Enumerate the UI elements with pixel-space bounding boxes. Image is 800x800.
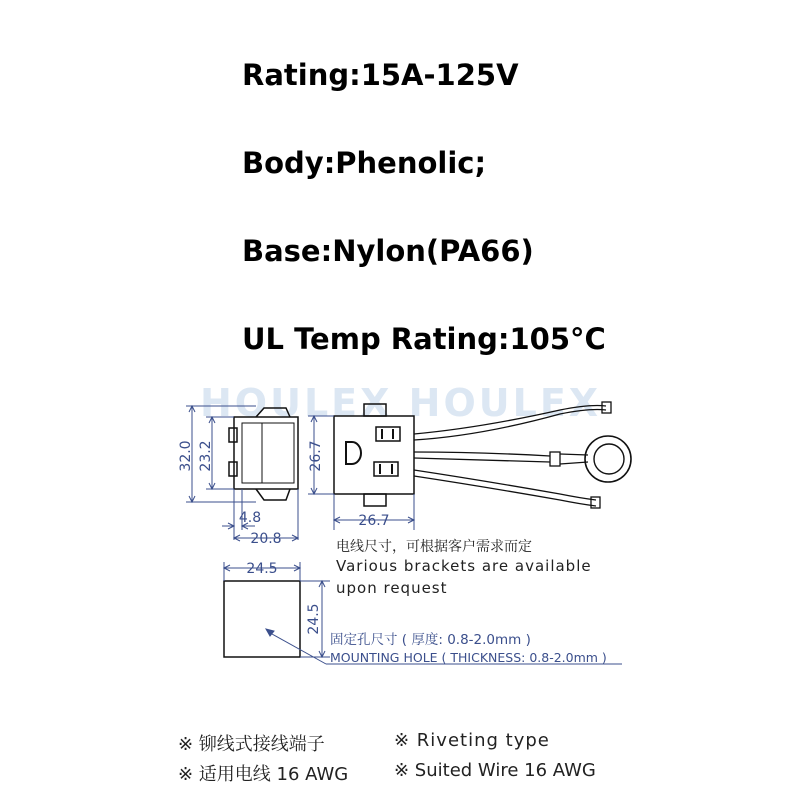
footer-riveting-cn: ※ 铆线式接线端子 — [178, 734, 325, 755]
footer-riveting-en: ※ Riveting type — [394, 730, 550, 751]
dim-face-height-label: 26.7 — [308, 440, 324, 472]
dim-hole-height-label: 24.5 — [306, 603, 322, 635]
watermark-text: HOULEX HOULEX — [200, 381, 602, 425]
body-material-spec: Body:Phenolic; — [242, 146, 487, 180]
dim-32-label: 32.0 — [178, 440, 194, 472]
rating-spec: Rating:15A-125V — [242, 58, 519, 92]
wire-note-en-2: upon request — [336, 579, 448, 597]
base-material-spec: Base:Nylon(PA66) — [242, 234, 534, 268]
dim-face-width-label: 26.7 — [358, 513, 390, 529]
wire-note-en-1: Various brackets are available — [336, 557, 592, 575]
hole-note-cn: 固定孔尺寸 ( 厚度: 0.8-2.0mm ) — [330, 632, 531, 648]
hole-note-en: MOUNTING HOLE ( THICKNESS: 0.8-2.0mm ) — [330, 650, 607, 665]
dim-20-8-label: 20.8 — [250, 531, 282, 547]
temp-rating-spec: UL Temp Rating:105°C — [242, 322, 606, 356]
dim-hole-width-label: 24.5 — [246, 561, 278, 577]
mounting-hole-view — [224, 581, 300, 657]
mounting-hole-dimensions — [224, 562, 622, 664]
wire-note-cn: 电线尺寸，可根据客户需求而定 — [336, 539, 532, 555]
footer-wire-cn: ※ 适用电线 16 AWG — [178, 764, 349, 785]
dim-23-label: 23.2 — [198, 440, 214, 472]
footer-wire-en: ※ Suited Wire 16 AWG — [394, 760, 596, 781]
dim-4-8-label: 4.8 — [238, 510, 262, 526]
